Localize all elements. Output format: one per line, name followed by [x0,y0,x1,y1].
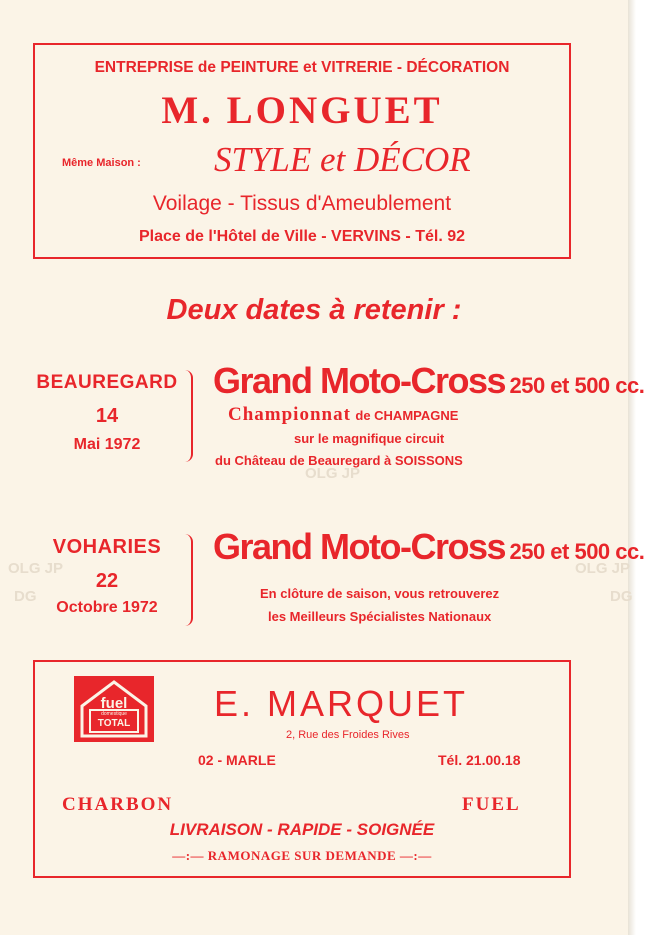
page-edge-shadow [628,0,636,935]
event1-title-row [213,360,644,402]
fuel-total-logo [74,676,154,742]
marquet-name: E. MARQUET [214,683,469,724]
watermark-dg-right: DG [610,588,633,605]
marquet-tel: Tél. 21.00.18 [438,752,521,768]
event1-place: BEAUREGARD [36,372,178,393]
longuet-address: Place de l'Hôtel de Ville - VERVINS - Tél. 92 [139,228,465,245]
watermark-row: OLG JP [8,560,64,577]
style-decor-title: STYLE et DÉCOR [214,140,471,179]
logo-fuel-text: fuel [100,695,128,712]
event2-day: 22 [95,570,119,592]
event2-brace [183,534,193,626]
event1-title: Grand Moto-Cross [213,360,506,401]
headline: Deux dates à retenir : [166,294,462,326]
event2-place: VOHARIES [52,536,162,558]
logo-total-text: TOTAL [97,718,131,729]
business-type-line: ENTREPRISE de PEINTURE et VITRERIE - DÉCORATION [94,59,510,76]
ramonage-line: —:— RAMONAGE SUR DEMANDE —:— [172,848,432,863]
livraison-line: LIVRAISON - RAPIDE - SOIGNÉE [169,820,435,839]
event2-line1: En clôture de saison, vous retrouverez [260,586,500,601]
fuel-label: FUEL [462,794,521,815]
event2-month: Octobre 1972 [56,599,158,616]
event2-title: Grand Moto-Cross [213,526,506,567]
event1-day: 14 [95,405,119,427]
event2-title-row [213,526,644,568]
event1-line2: sur le magnifique circuit [294,431,445,446]
event1-brace [183,370,193,462]
event1-champ: Championnat [228,404,351,425]
logo-small-text: domestique [101,711,127,717]
event2-cc: 250 et 500 cc. [509,539,645,564]
watermark-dg-left: DG [14,588,37,605]
watermark-top: OLG JP [305,465,361,482]
charbon-label: CHARBON [62,794,174,815]
marquet-street: 2, Rue des Froides Rives [286,729,410,741]
voilage-line: Voilage - Tissus d'Ameublement [152,192,452,215]
longuet-name: M. LONGUET [161,89,443,132]
watermark-row-right: OLG JP [575,560,631,577]
event1-month: Mai 1972 [73,436,141,453]
event2-line2: les Meilleurs Spécialistes Nationaux [268,609,492,624]
meme-maison-label: Même Maison : [62,157,141,169]
event1-champ-rest: de CHAMPAGNE [355,408,459,423]
marquet-city: 02 - MARLE [198,752,276,768]
event1-champ-row [228,404,458,426]
event1-cc: 250 et 500 cc. [509,373,645,398]
event1-line3: du Château de Beauregard à SOISSONS [215,453,463,468]
